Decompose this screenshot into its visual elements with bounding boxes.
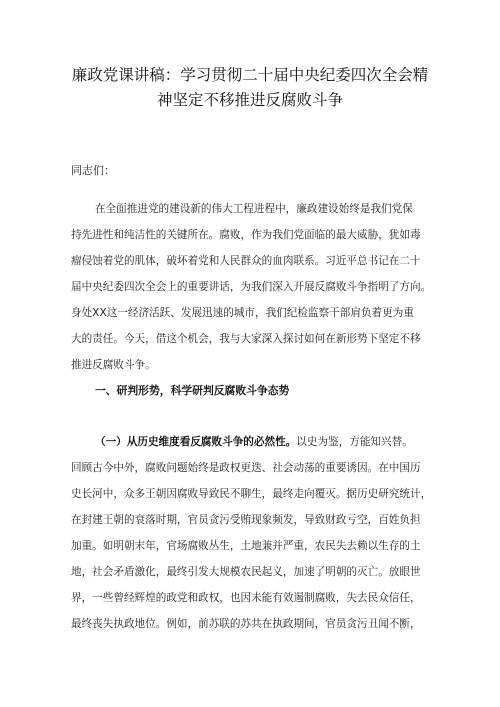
paragraph-2-line: 回顾古今中外，腐败问题始终是政权更迭、社会动荡的重要诱因。在中国历 [71, 462, 421, 474]
paragraph-2-line: 史长河中，众多王朝因腐败导致民不聊生，最终走向覆灭。据历史研究统计， [71, 488, 432, 500]
section-heading-1: 一、研判形势，科学研判反腐败斗争态势 [95, 384, 290, 397]
subsection-heading-1: （一）从历史维度看反腐败斗争的必然性。 [95, 436, 297, 448]
paragraph-1-line: 届中央纪委四次全会上的重要讲话，为我们深入开展反腐败斗争指明了方向。 [71, 281, 432, 293]
paragraph-2-line: 界，一些曾经辉煌的政党和政权，也因未能有效遏制腐败，失去民众信任， [71, 592, 421, 604]
paragraph-2-line: 地，社会矛盾激化，最终引发大规模农民起义，加速了明朝的灭亡。放眼世 [71, 566, 421, 578]
paragraph-1-line: 身处XX这一经济活跃、发展迅速的城市，我们纪检监察干部肩负着更为重 [71, 307, 414, 319]
paragraph-2-line: 加重。如明朝末年，官场腐败丛生，土地兼并严重，农民失去赖以生存的土 [71, 540, 421, 552]
paragraph-1-line: 在全面推进党的建设新的伟大工程进程中，廉政建设始终是我们党保 [95, 203, 413, 215]
document-title-line-1: 廉政党课讲稿：学习贯彻二十届中央纪委四次全会精 [71, 66, 429, 84]
paragraph-1-line: 瘤侵蚀着党的肌体，破坏着党和人民群众的血肉联系。习近平总书记在二十 [71, 255, 421, 267]
paragraph-2-line: 最终丧失执政地位。例如，前苏联的苏共在执政期间，官员贪污丑闻不断， [71, 618, 421, 630]
paragraph-1-line: 大的责任。今天，借这个机会，我与大家深入探讨如何在新形势下坚定不移 [71, 333, 421, 345]
salutation: 同志们： [71, 164, 115, 177]
paragraph-2-line: 在封建王朝的衰落时期，官员贪污受贿现象频发，导致财政亏空，百姓负担 [71, 514, 421, 526]
paragraph-1-line: 持先进性和纯洁性的关键所在。腐败，作为我们党面临的最大威胁，犹如毒 [71, 229, 421, 241]
paragraph-1-line: 推进反腐败斗争。 [71, 359, 156, 371]
subsection-lead-text: 以史为鉴，方能知兴替。 [296, 436, 413, 448]
document-title-line-2: 神坚定不移推进反腐败斗争 [156, 91, 343, 109]
subsection-heading-line [95, 434, 413, 450]
